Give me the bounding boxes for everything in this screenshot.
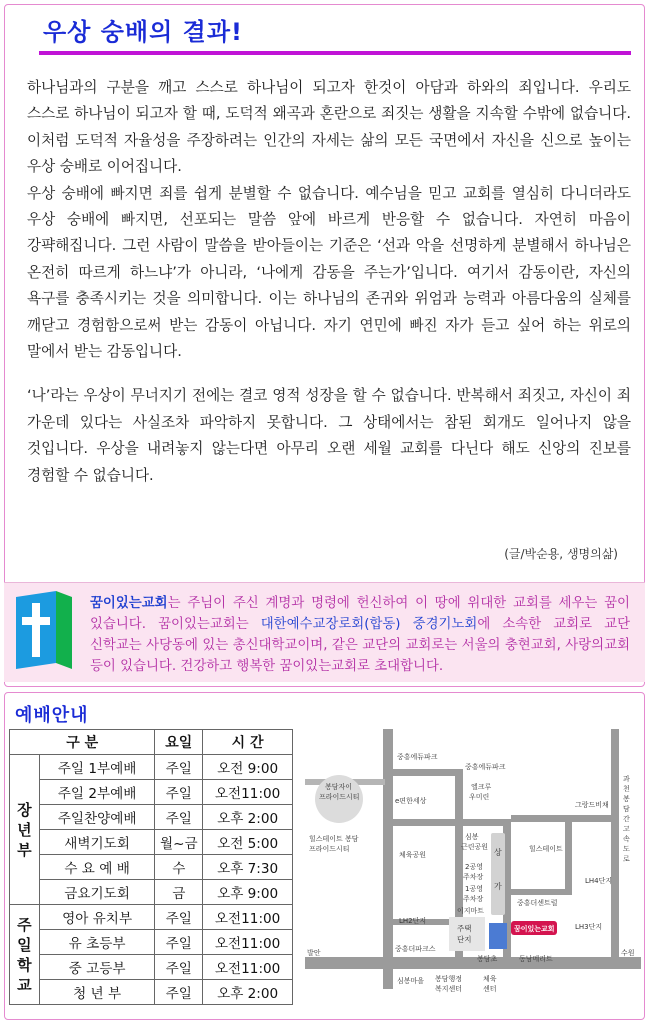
map-label-suwon: 수원 xyxy=(621,949,635,957)
service-day: 금 xyxy=(155,880,203,905)
intro-text-1: 는 주님이 주신 계명과 명령에 헌신하여 이 땅에 위대한 교회를 세우는 꿈이 있습니다. 꿈이있는교회는 xyxy=(90,596,630,632)
map-label-bongdam-cho: 봉담초 xyxy=(477,955,498,963)
map-label-epyeonhan: e편한세상 xyxy=(395,797,427,805)
svg-text:과: 과 xyxy=(623,775,630,783)
service-time: 오전11:00 xyxy=(203,780,293,805)
map-label-cheyuk-center: 체육 센터 xyxy=(483,975,497,993)
table-row xyxy=(10,905,293,930)
service-day: 주일 xyxy=(155,955,203,980)
map-label-jungheung-the-centum: 중흥더센트럴 xyxy=(517,899,558,907)
service-day: 수 xyxy=(155,855,203,880)
table-row xyxy=(10,780,293,805)
article-header xyxy=(39,17,631,55)
map-label-church-marker: 꿈이있는교회 xyxy=(514,925,555,933)
service-name: 유 초등부 xyxy=(39,930,155,955)
church-cross-icon xyxy=(16,591,72,669)
svg-text:담: 담 xyxy=(623,805,630,813)
map-label-lh2: LH2단지 xyxy=(399,917,427,925)
map-label-hillstate-bongdam: 힐스테이트 봉담 프라이드시티 xyxy=(309,835,359,853)
service-name: 중 고등부 xyxy=(39,955,155,980)
service-time: 오전11:00 xyxy=(203,930,293,955)
header-category: 구 분 xyxy=(10,730,155,755)
svg-text:봉: 봉 xyxy=(623,795,630,803)
map-label-simbong-ma: 심봉마을 xyxy=(397,977,425,985)
table-row xyxy=(10,805,293,830)
service-time: 오전 5:00 xyxy=(203,830,293,855)
road-loop xyxy=(565,815,572,895)
article-body xyxy=(27,75,631,489)
article-paragraph-1: 하나님과의 구분을 깨고 스스로 하나님이 되고자 한것이 아담과 하와의 죄입니다. 우리도 스스로 하나님이 되고자 할 때, 도덕적 왜곡과 혼란으로 죄짓는 생활을 지속할 수밖에 없습니다. 이처럼 도덕적 자율성을 주장하려는 인간의 자세는 삶의 모든 국면에서 자신을 신으로 높이는 우상 숭배로 이어집니다. xyxy=(27,79,631,176)
service-day: 주일 xyxy=(155,980,203,1005)
map-label-lh4: LH4단지 xyxy=(585,877,613,885)
jutaek-block xyxy=(449,917,485,951)
map-label-jungheung-edu1: 중흥에듀파크 xyxy=(397,753,438,761)
table-row xyxy=(10,930,293,955)
article-paragraph-2: 우상 숭배에 빠지면 죄를 쉽게 분별할 수 없습니다. 예수님을 믿고 교회를 열심히 다니더라도 우상 숭배에 빠지면, 선포되는 말씀 앞에 바르게 반응할 수 없습니다. 자연히 마음이 강퍅해집니다. 그런 사람이 말씀을 받아들이는 기준은 ‘선과 악을 선명하게 분별해서 하나님은 온전히 따르게 하느냐’가 아니라, ‘나에게 감동을 주는가’입니다. 여기서 감동이란, 자신의 욕구를 충족시키는 것을 의미합니다. 이는 하나님의 존귀와 위엄과 능력과 아름다움의 실체를 깨닫고 경험함으로써 받는 감동이 아닙니다. 자기 연민에 빠진 자가 듣고 싶어 하는 위로의 말에서 받는 감동입니다. xyxy=(27,184,631,361)
map-label-grand-bitche: 그랑드비채 xyxy=(575,801,609,809)
table-row xyxy=(10,755,293,780)
road-cross-2 xyxy=(511,815,611,822)
road-highway xyxy=(611,729,619,969)
intro-text-2: 에 소속한 교회로 교단 신학교는 사당동에 있는 총신대학교이며, 같은 교단의 교회로는 서울의 충현교회, 사랑의교회 등이 있습니다. 건강하고 행복한 꿈이있는교회로 초대합니다. xyxy=(90,617,631,674)
map-label-cheyuk-park: 체육공원 xyxy=(399,851,427,859)
service-day: 월~금 xyxy=(155,830,203,855)
service-time: 오전 9:00 xyxy=(203,755,293,780)
map-label-lh3: LH3단지 xyxy=(575,923,603,931)
map-label-ellu-woomi: 엘크루 우미린 xyxy=(469,783,492,801)
service-time: 오전11:00 xyxy=(203,905,293,930)
location-map xyxy=(305,729,641,1017)
service-time: 오후 9:00 xyxy=(203,880,293,905)
article-paragraph-3: ‘나’라는 우상이 무너지기 전에는 결코 영적 성장을 할 수 없습니다. 반복해서 죄짓고, 자신이 죄 가운데 있다는 사실조차 파악하지 못합니다. 그 상태에서는 참된 회개도 일어나지 않을 것입니다. 우상을 내려놓지 않는다면 아무리 오랜 세월 교회를 다닌다 해도 신앙의 진보를 경험할 수 없습니다. xyxy=(27,387,631,484)
table-row xyxy=(10,855,293,880)
denomination-name: 대한예수교장로회(합동) 중경기노회 xyxy=(260,617,478,632)
map-label-jungheung-edu2: 중흥에듀파크 xyxy=(465,763,506,771)
group-sunday-school xyxy=(10,905,40,1005)
road-cross-1 xyxy=(393,819,503,826)
service-day: 주일 xyxy=(155,805,203,830)
service-time: 오후 7:30 xyxy=(203,855,293,880)
service-day: 주일 xyxy=(155,905,203,930)
table-row xyxy=(10,980,293,1005)
service-name: 새벽기도회 xyxy=(39,830,155,855)
service-time: 오후 2:00 xyxy=(203,980,293,1005)
article-title: 우상 숭배의 결과! xyxy=(43,18,243,46)
article-credit: (글/박순용, 생명의삶) xyxy=(504,547,618,561)
service-name: 주일 1부예배 xyxy=(39,755,155,780)
title-underline xyxy=(39,51,631,55)
svg-text:속: 속 xyxy=(623,835,630,843)
map-label-sangga: 상 가 xyxy=(494,848,502,891)
road-main-vertical xyxy=(383,729,393,989)
table-row xyxy=(10,880,293,905)
service-name: 주일찬양예배 xyxy=(39,805,155,830)
church-intro-banner xyxy=(4,582,645,682)
church-building-icon xyxy=(489,923,507,949)
map-label-balan: 발안 xyxy=(307,949,321,957)
service-name: 영아 유치부 xyxy=(39,905,155,930)
map-label-jungheung-the-palace: 중흥더파크스 xyxy=(395,945,436,953)
worship-schedule-table xyxy=(9,729,293,1005)
road-cross-3 xyxy=(393,769,463,776)
map-label-hillstate: 힐스테이트 xyxy=(529,845,563,853)
svg-text:고: 고 xyxy=(623,825,630,833)
service-name: 금요기도회 xyxy=(39,880,155,905)
map-label-bongdam-welfare: 봉담행정 복지센터 xyxy=(435,975,463,993)
table-row xyxy=(10,830,293,855)
service-day: 주일 xyxy=(155,780,203,805)
table-row xyxy=(10,955,293,980)
map-label-parking1: 1공영 주차장 xyxy=(463,885,484,903)
header-time: 시 간 xyxy=(203,730,293,755)
map-label-emart: 이지마트 xyxy=(457,907,485,915)
church-name: 꿈이있는교회 xyxy=(90,596,168,611)
sangga-block xyxy=(491,833,505,915)
service-day: 주일 xyxy=(155,930,203,955)
worship-info-card xyxy=(4,692,645,1020)
service-time: 오후 2:00 xyxy=(203,805,293,830)
service-name: 수 요 예 배 xyxy=(39,855,155,880)
road-balan-suwon xyxy=(305,957,641,969)
service-time: 오전11:00 xyxy=(203,955,293,980)
schedule-title: 예배안내 xyxy=(15,705,89,726)
svg-text:로: 로 xyxy=(623,855,630,863)
service-day: 주일 xyxy=(155,755,203,780)
header-day: 요일 xyxy=(155,730,203,755)
map-label-highway xyxy=(623,774,630,863)
map-label-dongnam: 동남메리트 xyxy=(519,955,553,963)
group-adult xyxy=(10,755,40,905)
service-name: 청 년 부 xyxy=(39,980,155,1005)
service-name: 주일 2부예배 xyxy=(39,780,155,805)
svg-text:간: 간 xyxy=(623,815,630,823)
svg-text:도: 도 xyxy=(623,845,630,853)
group-label: 장 년 부 xyxy=(17,800,32,859)
church-intro-text xyxy=(90,593,630,677)
map-label-bongdam-xi: 봉담자이 프라이드시티 xyxy=(319,783,360,801)
group-label: 주 일 학 교 xyxy=(17,915,32,994)
map-label-simdam-park: 심봉 근린공원 xyxy=(461,833,489,851)
table-header-row xyxy=(10,730,293,755)
map-label-jutaek: 주택 단지 xyxy=(457,924,472,944)
svg-text:천: 천 xyxy=(623,785,630,793)
map-label-parking2: 2공영 주차장 xyxy=(463,863,484,881)
road-cross-4 xyxy=(511,889,571,895)
